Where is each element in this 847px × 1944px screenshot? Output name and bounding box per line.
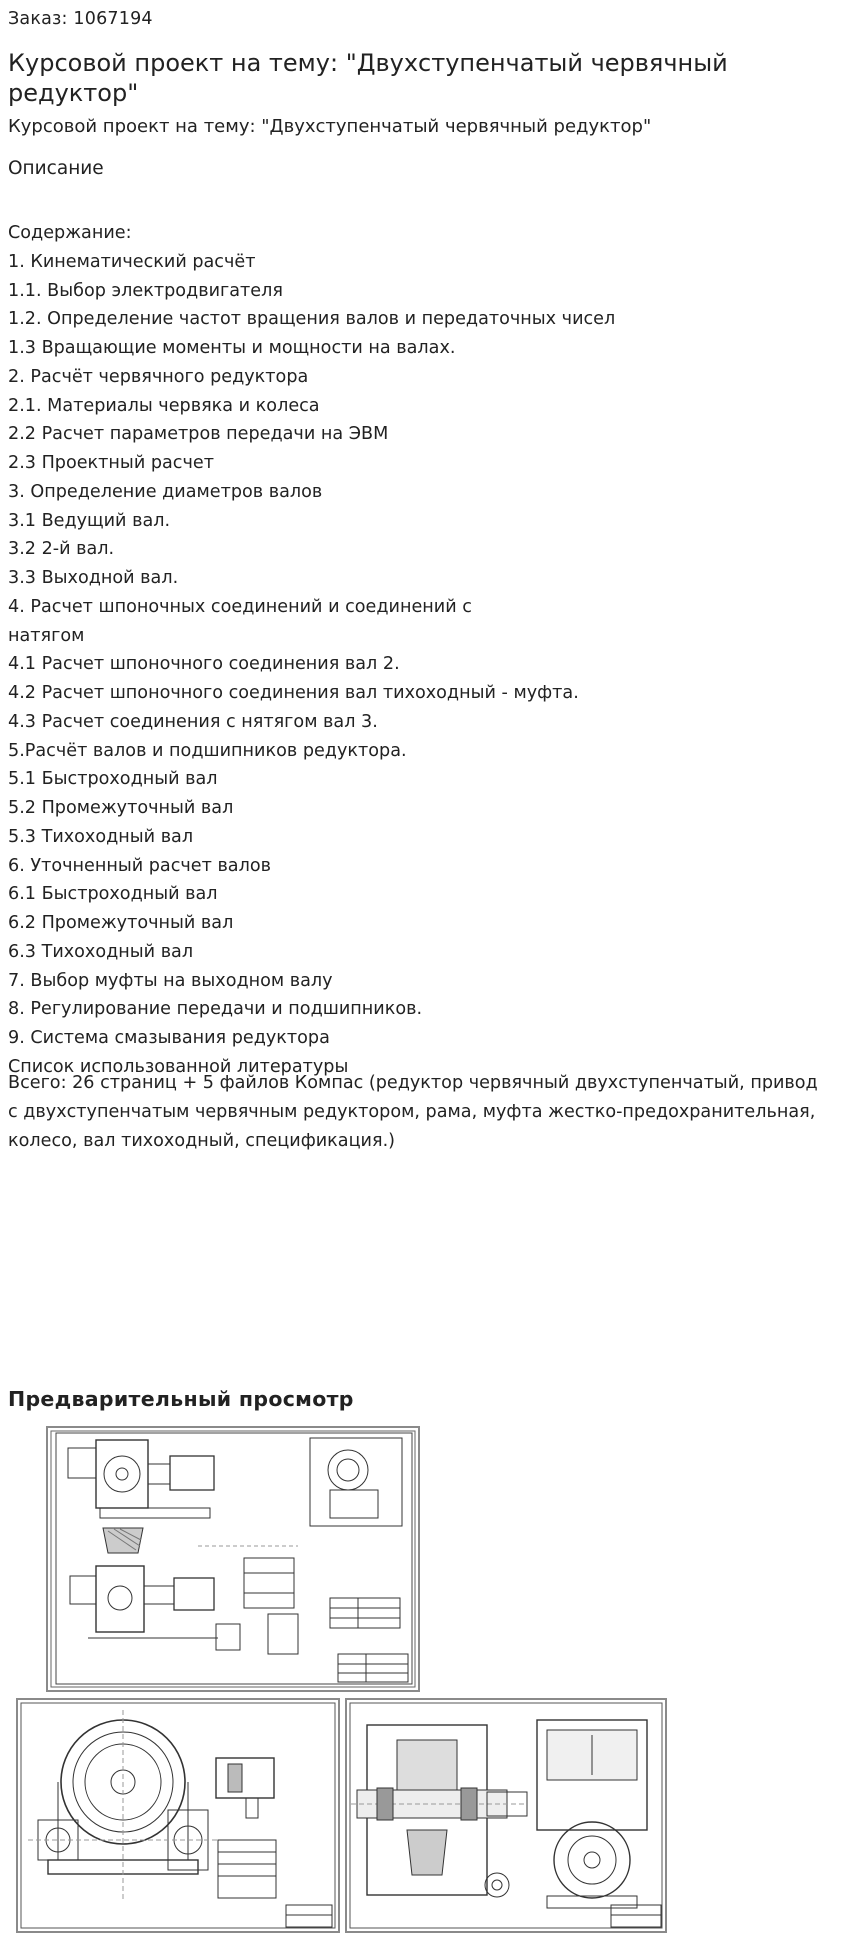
drawing-sheet-2 [18,1700,338,1931]
contents-line: 1. Кинематический расчёт [8,251,256,272]
preview-image-gearbox-view[interactable] [16,1698,340,1933]
contents-line: 5.2 Промежуточный вал [8,798,234,818]
contents-line: 8. Регулирование передачи и подшипников. [8,999,423,1020]
contents-line: Список использованной литературы [8,1056,349,1077]
contents-line: 2.2 Расчет параметров передачи на ЭВМ [8,424,389,445]
contents-line: 3.3 Выходной вал. [8,568,179,588]
contents-line: 6.2 Промежуточный вал [8,913,234,933]
order-number: Заказ: 1067194 [8,9,153,29]
preview-image-gearbox-section[interactable] [345,1698,667,1933]
preview-heading: Предварительный просмотр [8,1387,354,1411]
contents-line: 3.1 Ведущий вал. [8,510,171,531]
contents-line: 3.2 2-й вал. [8,539,115,560]
contents-line: 4.1 Расчет шпоночного соединения вал 2. [8,654,400,675]
contents-line: 6. Уточненный расчет валов [8,855,271,876]
contents-line: 5.3 Тихоходный вал [8,826,194,847]
contents-line: 2. Расчёт червячного редуктора [8,366,309,387]
contents-line: 4.2 Расчет шпоночного соединения вал тихоходный - муфта. [8,683,579,703]
total-summary: Всего: 26 страниц + 5 файлов Компас (редуктор червячный двухступенчатый, привод с двухступенчатым червячным редуктором, рама, муфта жестко-предохранительная, колесо, вал тихоходный, спецификация.) [8,1073,818,1151]
contents-line: 2.1. Материалы червяка и колеса [8,395,320,416]
description-heading: Описание [8,158,104,179]
drawing-sheet-3 [347,1700,665,1931]
preview-image-drive-assembly[interactable] [46,1426,420,1692]
contents-line: натягом [8,625,85,646]
contents-line: 3. Определение диаметров валов [8,481,323,502]
contents-line: 5.Расчёт валов и подшипников редуктора. [8,740,407,761]
contents-line: 7. Выбор муфты на выходном валу [8,970,333,991]
contents-line: 1.1. Выбор электродвигателя [8,280,283,301]
contents-line: 2.3 Проектный расчет [8,453,214,473]
contents-line: 4. Расчет шпоночных соединений и соединений с [8,596,472,617]
contents-line: 6.1 Быстроходный вал [8,884,218,905]
contents-line: 6.3 Тихоходный вал [8,941,194,962]
contents-line: 4.3 Расчет соединения с нятягом вал 3. [8,711,378,732]
contents-line: Содержание: [8,223,132,243]
page-title: Курсовой проект на тему: "Двухступенчатый червячный редуктор" [8,49,728,107]
contents-line: 9. Система смазывания редуктора [8,1028,330,1048]
contents-line: 1.3 Вращающие моменты и мощности на валах. [8,338,456,358]
drawing-sheet-1 [48,1428,418,1690]
contents-line: 1.2. Определение частот вращения валов и передаточных чисел [8,309,616,330]
contents-list [8,219,828,1082]
contents-line: 5.1 Быстроходный вал [8,769,218,790]
page-subtitle: Курсовой проект на тему: "Двухступенчатый червячный редуктор" [8,116,652,137]
